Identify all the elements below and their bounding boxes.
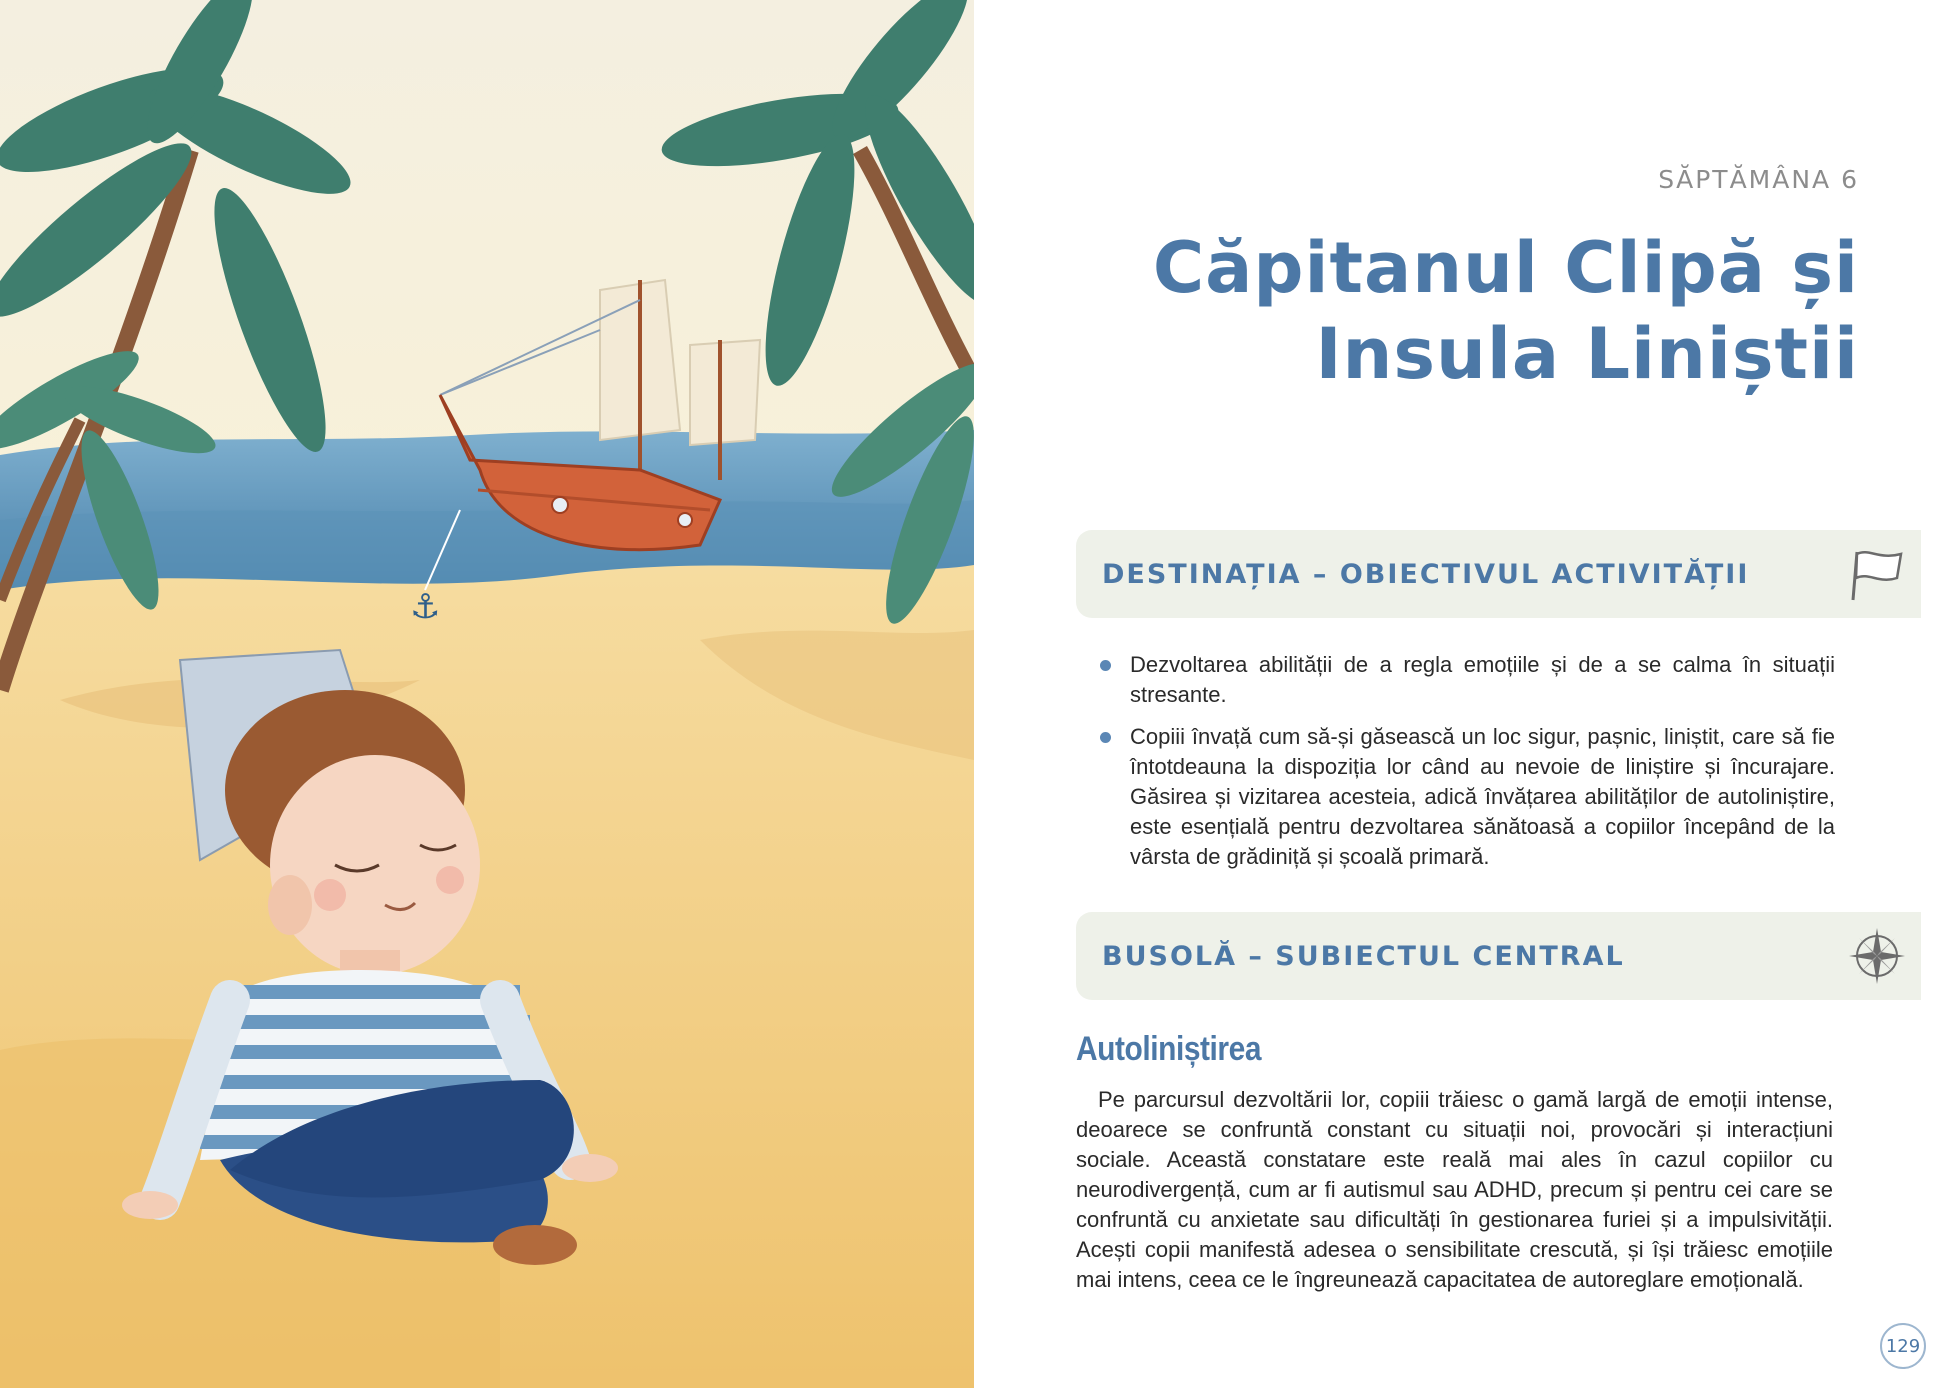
flag-icon: [1847, 544, 1907, 604]
objective-text: Dezvoltarea abilității de a regla emoțiile și de a se calma în situații stresante.: [1130, 652, 1835, 707]
text-page: [974, 0, 1949, 1388]
list-item: [1100, 650, 1835, 710]
section-destination-label: DESTINAȚIA – OBIECTIVUL ACTIVITĂȚII: [1102, 558, 1750, 590]
bullet-dot-icon: [1100, 732, 1111, 743]
svg-text:⚓: ⚓: [410, 587, 441, 627]
section-compass-label: BUSOLĂ – SUBIECTUL CENTRAL: [1102, 940, 1625, 972]
title-line-2: Insula Liniștii: [1315, 313, 1859, 395]
boy-on-beach-illustration: [0, 0, 974, 1388]
page-number: 129: [1880, 1323, 1926, 1369]
page-title: [1099, 225, 1859, 397]
list-item: [1100, 722, 1835, 872]
title-line-1: Căpitanul Clipă și: [1152, 227, 1859, 309]
section-destination: [1076, 530, 1921, 618]
central-topic-heading: Autoliniștirea: [1076, 1030, 1262, 1068]
central-topic-paragraph: Pe parcursul dezvoltării lor, copiii trăiesc o gamă largă de emoții intense, deoarece se confruntă constant cu situații noi, provocări și interacțiuni sociale. Această constatare este reală mai ales în cazul copiilor cu neurodivergență, cum ar fi autismul sau ADHD, precum și pentru cei care se confruntă cu anxietate sau dificultăți în gestionarea furiei și a impulsivității. Acești copii manifestă adesea o sensibilitate crescută, și își trăiesc emoțiile mai intens, ceea ce le îngreunează capacitatea de autoreglare emoțională.: [1076, 1087, 1833, 1292]
objective-text: Copiii învață cum să-și găsească un loc sigur, pașnic, liniștit, care să fie întotdeauna la dispoziția lor când au nevoie de liniștire și încurajare. Găsirea și vizitarea acesteia, adică învățarea abilităților de autoliniștire, este esențială pentru dezvoltarea sănătoasă a copiilor începând de la vârsta de grădiniță și școală primară.: [1130, 724, 1835, 869]
compass-icon: [1847, 926, 1907, 986]
objectives-list: [1100, 650, 1835, 884]
section-compass: [1076, 912, 1921, 1000]
week-label: SĂPTĂMÂNA 6: [1658, 165, 1859, 194]
bullet-dot-icon: [1100, 660, 1111, 671]
